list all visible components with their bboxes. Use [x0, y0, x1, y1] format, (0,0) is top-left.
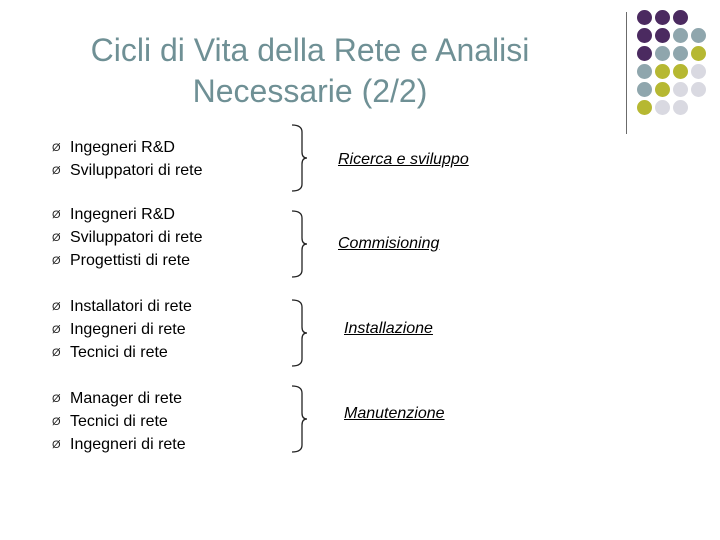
right-brace-icon	[290, 385, 310, 453]
decor-dot	[655, 100, 670, 115]
bullet-arrow-icon: Ø	[52, 324, 61, 336]
decor-dot	[637, 82, 652, 97]
decor-dot	[673, 10, 688, 25]
decor-dot	[673, 28, 688, 43]
bullet-arrow-icon: Ø	[52, 232, 61, 244]
right-brace-icon	[290, 124, 310, 192]
decor-dot	[691, 28, 706, 43]
decor-dot	[673, 100, 688, 115]
decor-dot	[691, 82, 706, 97]
decor-dot	[655, 10, 670, 25]
decor-dot	[637, 100, 652, 115]
bullet-arrow-icon: Ø	[52, 301, 61, 313]
decor-dot	[655, 82, 670, 97]
right-brace-icon	[290, 299, 310, 367]
decor-dot	[691, 64, 706, 79]
decor-dot	[637, 28, 652, 43]
activity-label-2: Commisioning	[338, 235, 440, 252]
decor-dot	[637, 64, 652, 79]
bullet-arrow-icon: Ø	[52, 255, 61, 267]
decor-dot	[673, 82, 688, 97]
bullet-arrow-icon: Ø	[52, 165, 61, 177]
bullet-arrow-icon: Ø	[52, 142, 61, 154]
right-brace-icon	[290, 210, 310, 278]
decor-divider-line	[626, 12, 627, 134]
slide-title	[30, 30, 590, 112]
bullet-arrow-icon: Ø	[52, 347, 61, 359]
decor-dot	[637, 46, 652, 61]
decor-dot	[655, 64, 670, 79]
bullet-arrow-icon: Ø	[52, 439, 61, 451]
decor-dot	[655, 46, 670, 61]
slide-title-line-2: Necessarie (2/2)	[192, 73, 428, 109]
activity-label-4: Manutenzione	[344, 405, 445, 422]
decor-dot	[673, 64, 688, 79]
activity-label-1: Ricerca e sviluppo	[338, 151, 469, 168]
decor-dot	[673, 46, 688, 61]
decor-dot	[655, 28, 670, 43]
bullet-arrow-icon: Ø	[52, 393, 61, 405]
decor-dot	[637, 10, 652, 25]
decor-dot	[691, 46, 706, 61]
slide-title-line-1: Cicli di Vita della Rete e Analisi	[90, 32, 530, 68]
bullet-arrow-icon: Ø	[52, 209, 61, 221]
bullet-arrow-icon: Ø	[52, 416, 61, 428]
activity-label-3: Installazione	[344, 320, 433, 337]
